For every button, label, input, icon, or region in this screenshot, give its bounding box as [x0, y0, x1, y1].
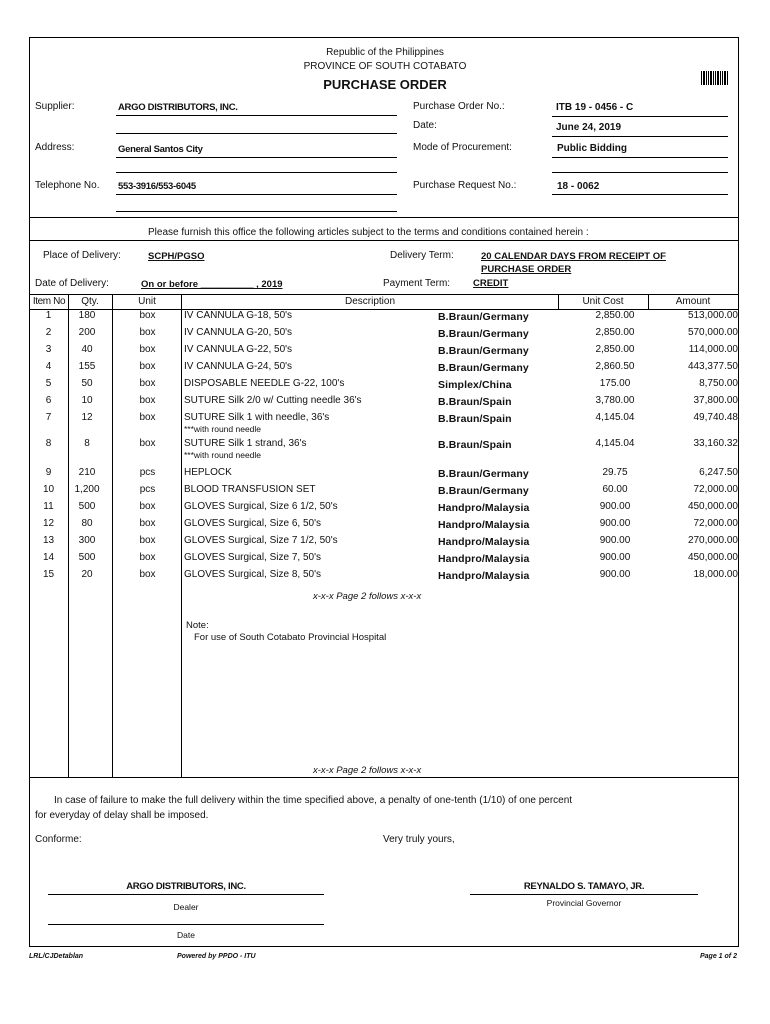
- date-of-delivery-value: On or before __________ , 2019: [141, 279, 283, 290]
- date-of-delivery-label: Date of Delivery:: [35, 278, 109, 289]
- item-brand: Handpro/Malaysia: [438, 536, 530, 548]
- item-unit: box: [139, 518, 156, 529]
- item-brand: Handpro/Malaysia: [438, 502, 530, 514]
- procurement-mode-value: Public Bidding: [557, 143, 627, 154]
- item-qty: 180: [78, 310, 96, 321]
- page-follows-note-2: x-x-x Page 2 follows x-x-x: [313, 765, 422, 776]
- item-qty: 155: [78, 361, 96, 372]
- item-qty: 80: [81, 518, 93, 529]
- item-note: ***with round needle: [184, 450, 262, 460]
- note-label: Note:: [186, 620, 209, 631]
- header-line-2: PROVINCE OF SOUTH COTABATO: [303, 61, 467, 72]
- item-brand: B.Braun/Germany: [438, 311, 529, 323]
- payment-term-label: Payment Term:: [383, 278, 451, 289]
- item-unit-cost: 900.00: [599, 552, 631, 563]
- table-row: [30, 327, 738, 344]
- delivery-term-value-2: PURCHASE ORDER: [481, 264, 572, 275]
- item-unit: box: [139, 395, 156, 406]
- table-row: [30, 535, 738, 552]
- item-amount: 450,000.00: [687, 552, 738, 563]
- delivery-term-label: Delivery Term:: [390, 250, 454, 261]
- item-unit-cost: 4,145.04: [595, 412, 635, 423]
- item-description: HEPLOCK: [184, 467, 232, 478]
- item-unit: box: [139, 535, 156, 546]
- item-number: 6: [45, 395, 52, 406]
- item-unit-cost: 900.00: [599, 569, 631, 580]
- po-number-label: Purchase Order No.:: [413, 101, 505, 112]
- item-qty: 300: [78, 535, 96, 546]
- item-unit-cost: 2,850.00: [595, 310, 635, 321]
- item-amount: 270,000.00: [687, 535, 738, 546]
- instruction-text: Please furnish this office the following articles subject to the terms and conditions contained herein :: [148, 227, 589, 238]
- item-number: 4: [45, 361, 52, 372]
- item-description: IV CANNULA G-20, 50's: [184, 327, 293, 338]
- item-number: 9: [45, 467, 52, 478]
- footer-left: LRL/CJDetablan: [29, 953, 84, 960]
- item-unit: box: [139, 344, 156, 355]
- supplier-value: ARGO DISTRIBUTORS, INC.: [118, 102, 238, 113]
- table-row: [30, 501, 738, 518]
- sign-date-label: Date: [177, 930, 195, 940]
- table-row: [30, 484, 738, 501]
- address-value: General Santos City: [118, 144, 203, 155]
- footer-right: Page 1 of 2: [700, 953, 737, 960]
- item-unit: box: [139, 552, 156, 563]
- item-unit-cost: 175.00: [599, 378, 631, 389]
- place-of-delivery-value: SCPH/PGSO: [148, 251, 205, 262]
- date-value: June 24, 2019: [556, 122, 622, 133]
- item-unit-cost: 2,850.00: [595, 327, 635, 338]
- footer-center: Powered by PPDO - ITU: [177, 953, 256, 960]
- item-unit: box: [139, 378, 156, 389]
- item-qty: 500: [78, 501, 96, 512]
- item-brand: Handpro/Malaysia: [438, 553, 530, 565]
- col-unit-cost: Unit Cost: [582, 296, 624, 307]
- closing-text: Very truly yours,: [383, 834, 455, 845]
- table-row: [30, 344, 738, 361]
- item-note: ***with round needle: [184, 424, 262, 434]
- item-number: 13: [42, 535, 55, 546]
- item-qty: 500: [78, 552, 96, 563]
- item-qty: 10: [81, 395, 93, 406]
- item-brand: B.Braun/Spain: [438, 396, 512, 408]
- item-qty: 210: [78, 467, 96, 478]
- page-title: PURCHASE ORDER: [323, 77, 447, 92]
- item-number: 8: [45, 438, 52, 449]
- item-brand: B.Braun/Germany: [438, 345, 529, 357]
- item-qty: 1,200: [74, 484, 100, 495]
- payment-term-value: CREDIT: [473, 278, 509, 289]
- table-row: [30, 438, 738, 460]
- col-item-no: Item No: [32, 296, 66, 307]
- place-of-delivery-label: Place of Delivery:: [43, 250, 121, 261]
- item-unit-cost: 900.00: [599, 501, 631, 512]
- page-follows-note-1: x-x-x Page 2 follows x-x-x: [313, 591, 422, 602]
- item-unit-cost: 2,850.00: [595, 344, 635, 355]
- item-unit-cost: 29.75: [602, 467, 628, 478]
- item-unit: box: [139, 361, 156, 372]
- item-description: GLOVES Surgical, Size 6 1/2, 50's: [184, 501, 338, 512]
- table-row: [30, 569, 738, 586]
- item-description: IV CANNULA G-24, 50's: [184, 361, 293, 372]
- item-brand: B.Braun/Spain: [438, 439, 512, 451]
- item-description: BLOOD TRANSFUSION SET: [184, 484, 316, 495]
- item-brand: B.Braun/Germany: [438, 485, 529, 497]
- item-unit: pcs: [139, 467, 156, 478]
- item-unit-cost: 900.00: [599, 535, 631, 546]
- item-number: 15: [42, 569, 55, 580]
- item-qty: 200: [78, 327, 96, 338]
- official-title: Provincial Governor: [546, 898, 622, 908]
- item-brand: B.Braun/Spain: [438, 413, 512, 425]
- item-qty: 40: [81, 344, 93, 355]
- table-row: [30, 378, 738, 395]
- item-amount: 33,160.32: [693, 438, 738, 449]
- po-number-value: ITB 19 - 0456 - C: [556, 102, 634, 113]
- item-unit-cost: 60.00: [602, 484, 628, 495]
- conforme-label: Conforme:: [35, 834, 82, 845]
- supplier-label: Supplier:: [35, 101, 75, 112]
- item-description: GLOVES Surgical, Size 7, 50's: [184, 552, 321, 563]
- item-brand: B.Braun/Germany: [438, 468, 529, 480]
- item-description: DISPOSABLE NEEDLE G-22, 100's: [184, 378, 345, 389]
- item-brand: Simplex/China: [438, 379, 512, 391]
- item-amount: 114,000.00: [688, 344, 738, 355]
- dealer-label: Dealer: [173, 902, 199, 912]
- col-amount: Amount: [675, 296, 711, 307]
- item-description: SUTURE Silk 1 with needle, 36's: [184, 412, 330, 423]
- item-number: 11: [43, 501, 54, 512]
- item-number: 5: [45, 378, 52, 389]
- item-brand: Handpro/Malaysia: [438, 519, 530, 531]
- delivery-term-value-1: 20 CALENDAR DAYS FROM RECEIPT OF: [481, 251, 666, 262]
- date-label: Date:: [413, 120, 437, 131]
- item-amount: 513,000.00: [687, 310, 738, 321]
- item-unit: box: [139, 310, 156, 321]
- item-amount: 49,740.48: [693, 412, 738, 423]
- item-brand: B.Braun/Germany: [438, 328, 529, 340]
- item-description: SUTURE Silk 2/0 w/ Cutting needle 36's: [184, 395, 362, 406]
- address-label: Address:: [35, 142, 75, 153]
- item-unit: box: [139, 438, 156, 449]
- header-line-1: Republic of the Philippines: [326, 47, 444, 58]
- telephone-label: Telephone No.: [35, 180, 100, 191]
- item-number: 2: [45, 327, 52, 338]
- item-qty: 20: [81, 569, 93, 580]
- purchase-request-label: Purchase Request No.:: [413, 180, 517, 191]
- note-text: For use of South Cotabato Provincial Hospital: [194, 632, 387, 643]
- item-number: 1: [45, 310, 52, 321]
- item-amount: 443,377.50: [687, 361, 738, 372]
- item-description: GLOVES Surgical, Size 8, 50's: [184, 569, 321, 580]
- telephone-value: 553-3916/553-6045: [118, 181, 196, 192]
- item-unit-cost: 900.00: [599, 518, 631, 529]
- official-name: REYNALDO S. TAMAYO, JR.: [523, 881, 645, 892]
- item-amount: 18,000.00: [693, 569, 738, 580]
- table-row: [30, 361, 738, 378]
- table-row: [30, 552, 738, 569]
- item-number: 7: [45, 412, 52, 423]
- item-unit: box: [139, 501, 156, 512]
- penalty-text-2: for everyday of delay shall be imposed.: [35, 810, 209, 821]
- col-unit: Unit: [138, 296, 156, 307]
- item-description: GLOVES Surgical, Size 7 1/2, 50's: [184, 535, 338, 546]
- dealer-name: ARGO DISTRIBUTORS, INC.: [126, 881, 246, 892]
- item-amount: 37,800.00: [693, 395, 738, 406]
- item-number: 10: [42, 484, 55, 495]
- item-unit-cost: 4,145.04: [595, 438, 635, 449]
- table-row: [30, 310, 738, 327]
- item-description: IV CANNULA G-18, 50's: [184, 310, 293, 321]
- item-amount: 72,000.00: [693, 518, 738, 529]
- item-unit: box: [139, 327, 156, 338]
- item-number: 3: [45, 344, 52, 355]
- item-number: 14: [42, 552, 55, 563]
- table-row: [30, 412, 738, 434]
- col-qty: Qty.: [81, 296, 99, 307]
- table-row: [30, 395, 738, 412]
- barcode-icon: [701, 71, 728, 85]
- item-amount: 450,000.00: [687, 501, 738, 512]
- item-unit-cost: 3,780.00: [595, 395, 635, 406]
- item-amount: 72,000.00: [693, 484, 738, 495]
- item-qty: 8: [84, 438, 90, 449]
- item-number: 12: [42, 518, 55, 529]
- purchase-request-value: 18 - 0062: [557, 181, 600, 192]
- item-amount: 8,750.00: [699, 378, 738, 389]
- procurement-mode-label: Mode of Procurement:: [413, 142, 512, 153]
- item-unit-cost: 2,860.50: [595, 361, 635, 372]
- item-brand: B.Braun/Germany: [438, 362, 529, 374]
- item-unit: pcs: [139, 484, 156, 495]
- item-unit: box: [139, 412, 156, 423]
- item-amount: 570,000.00: [687, 327, 738, 338]
- item-qty: 12: [81, 412, 93, 423]
- item-description: SUTURE Silk 1 strand, 36's: [184, 438, 307, 449]
- item-description: GLOVES Surgical, Size 6, 50's: [184, 518, 321, 529]
- item-qty: 50: [81, 378, 93, 389]
- item-description: IV CANNULA G-22, 50's: [184, 344, 293, 355]
- item-unit: box: [139, 569, 156, 580]
- table-row: [30, 518, 738, 535]
- table-row: [30, 467, 738, 484]
- col-description: Description: [344, 296, 396, 307]
- item-brand: Handpro/Malaysia: [438, 570, 530, 582]
- penalty-text-1: In case of failure to make the full delivery within the time specified above, a penalty of one-tenth (1/10) of one percent: [54, 795, 573, 806]
- item-amount: 6,247.50: [699, 467, 738, 478]
